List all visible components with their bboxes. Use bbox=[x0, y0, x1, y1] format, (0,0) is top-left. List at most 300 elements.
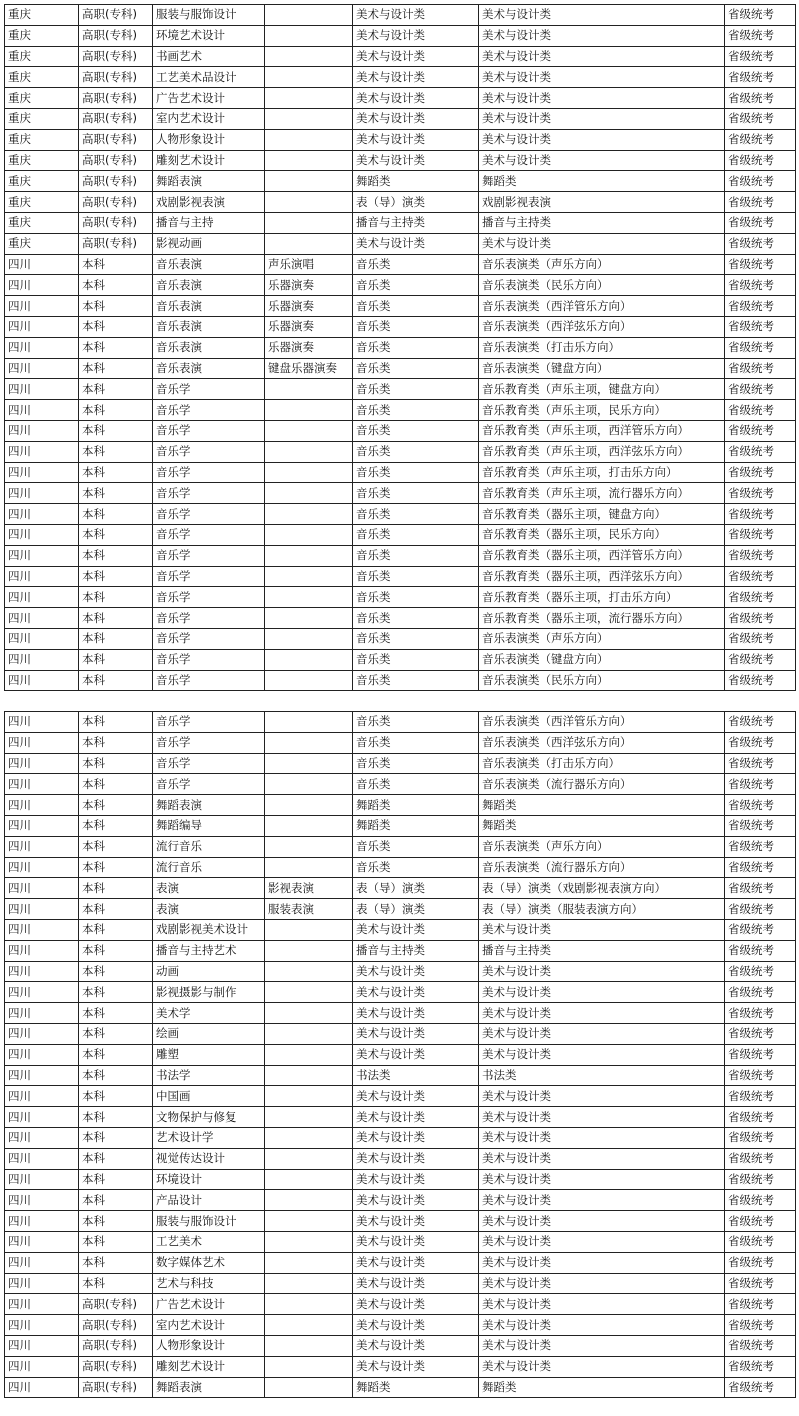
province-cell: 四川 bbox=[5, 649, 79, 670]
level-cell: 高职(专科) bbox=[79, 1335, 153, 1356]
exam-type-cell: 美术与设计类 bbox=[479, 1231, 725, 1252]
table-row bbox=[5, 940, 796, 961]
direction-cell bbox=[265, 815, 353, 836]
level-cell: 高职(专科) bbox=[79, 1315, 153, 1336]
level-cell: 本科 bbox=[79, 795, 153, 816]
major-cell: 音乐学 bbox=[153, 774, 265, 795]
exam-type-cell: 音乐教育类（声乐主项，西洋管乐方向） bbox=[479, 420, 725, 441]
category-cell: 美术与设计类 bbox=[353, 88, 479, 109]
exam-mode-cell: 省级统考 bbox=[725, 919, 796, 940]
level-cell: 本科 bbox=[79, 296, 153, 317]
exam-mode-cell: 省级统考 bbox=[725, 1356, 796, 1377]
exam-mode-cell: 省级统考 bbox=[725, 400, 796, 421]
exam-mode-cell: 省级统考 bbox=[725, 961, 796, 982]
direction-cell bbox=[265, 129, 353, 150]
level-cell: 高职(专科) bbox=[79, 171, 153, 192]
major-cell: 环境艺术设计 bbox=[153, 25, 265, 46]
major-cell: 音乐学 bbox=[153, 379, 265, 400]
major-cell: 音乐学 bbox=[153, 587, 265, 608]
direction-cell bbox=[265, 192, 353, 213]
table-row bbox=[5, 1086, 796, 1107]
exam-type-cell: 音乐表演类（西洋弦乐方向） bbox=[479, 316, 725, 337]
province-cell: 四川 bbox=[5, 774, 79, 795]
province-cell: 重庆 bbox=[5, 108, 79, 129]
direction-cell bbox=[265, 1252, 353, 1273]
table-row bbox=[5, 628, 796, 649]
direction-cell bbox=[265, 233, 353, 254]
major-cell: 服装与服饰设计 bbox=[153, 5, 265, 26]
exam-type-cell: 戏剧影视表演 bbox=[479, 192, 725, 213]
major-cell: 音乐表演 bbox=[153, 316, 265, 337]
category-cell: 音乐类 bbox=[353, 836, 479, 857]
major-cell: 视觉传达设计 bbox=[153, 1148, 265, 1169]
exam-mode-cell: 省级统考 bbox=[725, 815, 796, 836]
exam-mode-cell: 省级统考 bbox=[725, 1211, 796, 1232]
major-cell: 舞蹈编导 bbox=[153, 815, 265, 836]
level-cell: 高职(专科) bbox=[79, 88, 153, 109]
exam-mode-cell: 省级统考 bbox=[725, 420, 796, 441]
level-cell: 本科 bbox=[79, 400, 153, 421]
exam-mode-cell: 省级统考 bbox=[725, 25, 796, 46]
province-cell: 四川 bbox=[5, 400, 79, 421]
direction-cell bbox=[265, 712, 353, 733]
level-cell: 本科 bbox=[79, 1190, 153, 1211]
exam-mode-cell: 省级统考 bbox=[725, 712, 796, 733]
exam-mode-cell: 省级统考 bbox=[725, 192, 796, 213]
table-row bbox=[5, 212, 796, 233]
table-row bbox=[5, 379, 796, 400]
major-cell: 工艺美术 bbox=[153, 1231, 265, 1252]
major-cell: 音乐学 bbox=[153, 732, 265, 753]
exam-mode-cell: 省级统考 bbox=[725, 1044, 796, 1065]
exam-type-cell: 美术与设计类 bbox=[479, 1086, 725, 1107]
category-cell: 美术与设计类 bbox=[353, 1107, 479, 1128]
exam-mode-cell: 省级统考 bbox=[725, 462, 796, 483]
major-cell: 表演 bbox=[153, 878, 265, 899]
exam-type-cell: 美术与设计类 bbox=[479, 1023, 725, 1044]
direction-cell bbox=[265, 1231, 353, 1252]
level-cell: 本科 bbox=[79, 670, 153, 691]
direction-cell bbox=[265, 46, 353, 67]
level-cell: 本科 bbox=[79, 836, 153, 857]
exam-type-cell: 音乐表演类（声乐方向） bbox=[479, 254, 725, 275]
category-cell: 音乐类 bbox=[353, 587, 479, 608]
major-cell: 流行音乐 bbox=[153, 836, 265, 857]
major-cell: 室内艺术设计 bbox=[153, 108, 265, 129]
category-cell: 音乐类 bbox=[353, 504, 479, 525]
level-cell: 本科 bbox=[79, 524, 153, 545]
province-cell: 重庆 bbox=[5, 150, 79, 171]
direction-cell bbox=[265, 919, 353, 940]
level-cell: 本科 bbox=[79, 254, 153, 275]
table-row bbox=[5, 608, 796, 629]
exam-mode-cell: 省级统考 bbox=[725, 1273, 796, 1294]
exam-type-cell: 美术与设计类 bbox=[479, 1273, 725, 1294]
exam-type-cell: 美术与设计类 bbox=[479, 46, 725, 67]
level-cell: 高职(专科) bbox=[79, 150, 153, 171]
province-cell: 四川 bbox=[5, 836, 79, 857]
direction-cell: 乐器演奏 bbox=[265, 275, 353, 296]
province-cell: 四川 bbox=[5, 1148, 79, 1169]
major-cell: 工艺美术品设计 bbox=[153, 67, 265, 88]
exam-mode-cell: 省级统考 bbox=[725, 379, 796, 400]
table-row bbox=[5, 982, 796, 1003]
category-cell: 美术与设计类 bbox=[353, 1211, 479, 1232]
major-cell: 音乐学 bbox=[153, 649, 265, 670]
exam-type-cell: 美术与设计类 bbox=[479, 129, 725, 150]
direction-cell: 乐器演奏 bbox=[265, 316, 353, 337]
major-cell: 音乐学 bbox=[153, 628, 265, 649]
direction-cell bbox=[265, 1023, 353, 1044]
exam-mode-cell: 省级统考 bbox=[725, 46, 796, 67]
exam-type-cell: 美术与设计类 bbox=[479, 1294, 725, 1315]
category-cell: 美术与设计类 bbox=[353, 1127, 479, 1148]
major-cell: 美术学 bbox=[153, 1003, 265, 1024]
level-cell: 本科 bbox=[79, 628, 153, 649]
exam-type-cell: 音乐教育类（器乐主项，打击乐方向） bbox=[479, 587, 725, 608]
province-cell: 四川 bbox=[5, 1065, 79, 1086]
direction-cell bbox=[265, 940, 353, 961]
direction-cell bbox=[265, 5, 353, 26]
exam-type-cell: 美术与设计类 bbox=[479, 5, 725, 26]
major-cell: 音乐表演 bbox=[153, 337, 265, 358]
level-cell: 本科 bbox=[79, 649, 153, 670]
table-row bbox=[5, 1107, 796, 1128]
exam-type-cell: 音乐教育类（声乐主项，民乐方向） bbox=[479, 400, 725, 421]
level-cell: 本科 bbox=[79, 857, 153, 878]
direction-cell bbox=[265, 171, 353, 192]
level-cell: 高职(专科) bbox=[79, 1356, 153, 1377]
exam-mode-cell: 省级统考 bbox=[725, 1023, 796, 1044]
level-cell: 高职(专科) bbox=[79, 108, 153, 129]
table-row bbox=[5, 1231, 796, 1252]
level-cell: 本科 bbox=[79, 483, 153, 504]
province-cell: 四川 bbox=[5, 899, 79, 920]
exam-mode-cell: 省级统考 bbox=[725, 1231, 796, 1252]
exam-type-cell: 音乐表演类（流行器乐方向） bbox=[479, 774, 725, 795]
direction-cell bbox=[265, 1107, 353, 1128]
exam-mode-cell: 省级统考 bbox=[725, 1003, 796, 1024]
table-row bbox=[5, 670, 796, 691]
category-cell: 美术与设计类 bbox=[353, 1169, 479, 1190]
exam-type-cell: 美术与设计类 bbox=[479, 108, 725, 129]
category-cell: 美术与设计类 bbox=[353, 1273, 479, 1294]
category-cell: 音乐类 bbox=[353, 316, 479, 337]
province-cell: 重庆 bbox=[5, 5, 79, 26]
category-cell: 美术与设计类 bbox=[353, 233, 479, 254]
province-cell: 四川 bbox=[5, 815, 79, 836]
category-cell: 音乐类 bbox=[353, 400, 479, 421]
exam-mode-cell: 省级统考 bbox=[725, 1086, 796, 1107]
level-cell: 本科 bbox=[79, 1023, 153, 1044]
category-cell: 美术与设计类 bbox=[353, 5, 479, 26]
major-cell: 室内艺术设计 bbox=[153, 1315, 265, 1336]
exam-mode-cell: 省级统考 bbox=[725, 670, 796, 691]
major-cell: 音乐学 bbox=[153, 753, 265, 774]
level-cell: 高职(专科) bbox=[79, 192, 153, 213]
exam-type-cell: 表（导）演类（戏剧影视表演方向） bbox=[479, 878, 725, 899]
category-cell: 音乐类 bbox=[353, 566, 479, 587]
exam-mode-cell: 省级统考 bbox=[725, 88, 796, 109]
direction-cell bbox=[265, 462, 353, 483]
exam-type-cell: 音乐表演类（打击乐方向） bbox=[479, 753, 725, 774]
province-cell: 四川 bbox=[5, 358, 79, 379]
direction-cell: 服装表演 bbox=[265, 899, 353, 920]
province-cell: 四川 bbox=[5, 1086, 79, 1107]
direction-cell bbox=[265, 1065, 353, 1086]
exam-type-cell: 音乐教育类（器乐主项，西洋弦乐方向） bbox=[479, 566, 725, 587]
direction-cell bbox=[265, 1127, 353, 1148]
province-cell: 四川 bbox=[5, 608, 79, 629]
direction-cell bbox=[265, 545, 353, 566]
major-cell: 表演 bbox=[153, 899, 265, 920]
exam-type-cell: 美术与设计类 bbox=[479, 1169, 725, 1190]
table-row bbox=[5, 1315, 796, 1336]
category-cell: 音乐类 bbox=[353, 628, 479, 649]
table-row bbox=[5, 795, 796, 816]
table-row bbox=[5, 566, 796, 587]
exam-type-cell: 音乐表演类（键盘方向） bbox=[479, 649, 725, 670]
province-cell: 四川 bbox=[5, 316, 79, 337]
exam-mode-cell: 省级统考 bbox=[725, 857, 796, 878]
province-cell: 四川 bbox=[5, 1294, 79, 1315]
exam-mode-cell: 省级统考 bbox=[725, 524, 796, 545]
major-cell: 广告艺术设计 bbox=[153, 1294, 265, 1315]
exam-mode-cell: 省级统考 bbox=[725, 254, 796, 275]
level-cell: 本科 bbox=[79, 940, 153, 961]
direction-cell bbox=[265, 1086, 353, 1107]
category-cell: 美术与设计类 bbox=[353, 1231, 479, 1252]
major-cell: 音乐学 bbox=[153, 524, 265, 545]
level-cell: 高职(专科) bbox=[79, 1377, 153, 1398]
category-cell: 美术与设计类 bbox=[353, 1315, 479, 1336]
province-cell: 四川 bbox=[5, 982, 79, 1003]
table-row bbox=[5, 1127, 796, 1148]
province-cell: 四川 bbox=[5, 732, 79, 753]
major-cell: 影视摄影与制作 bbox=[153, 982, 265, 1003]
direction-cell: 乐器演奏 bbox=[265, 337, 353, 358]
province-cell: 四川 bbox=[5, 524, 79, 545]
category-cell: 音乐类 bbox=[353, 337, 479, 358]
level-cell: 本科 bbox=[79, 1044, 153, 1065]
exam-type-cell: 美术与设计类 bbox=[479, 1003, 725, 1024]
table-row bbox=[5, 815, 796, 836]
province-cell: 重庆 bbox=[5, 129, 79, 150]
category-cell: 表（导）演类 bbox=[353, 878, 479, 899]
exam-mode-cell: 省级统考 bbox=[725, 316, 796, 337]
exam-type-cell: 美术与设计类 bbox=[479, 1148, 725, 1169]
province-cell: 四川 bbox=[5, 1044, 79, 1065]
major-cell: 音乐学 bbox=[153, 483, 265, 504]
level-cell: 本科 bbox=[79, 961, 153, 982]
exam-type-cell: 美术与设计类 bbox=[479, 1190, 725, 1211]
province-cell: 四川 bbox=[5, 1169, 79, 1190]
province-cell: 四川 bbox=[5, 919, 79, 940]
major-cell: 音乐学 bbox=[153, 462, 265, 483]
level-cell: 本科 bbox=[79, 753, 153, 774]
major-cell: 音乐学 bbox=[153, 441, 265, 462]
table-row bbox=[5, 1356, 796, 1377]
level-cell: 本科 bbox=[79, 275, 153, 296]
exam-type-cell: 美术与设计类 bbox=[479, 919, 725, 940]
direction-cell bbox=[265, 566, 353, 587]
table-row bbox=[5, 732, 796, 753]
table-row bbox=[5, 836, 796, 857]
table-bottom-body bbox=[5, 712, 796, 1398]
direction-cell bbox=[265, 649, 353, 670]
major-cell: 雕刻艺术设计 bbox=[153, 150, 265, 171]
category-cell: 音乐类 bbox=[353, 608, 479, 629]
province-cell: 四川 bbox=[5, 857, 79, 878]
category-cell: 美术与设计类 bbox=[353, 982, 479, 1003]
level-cell: 本科 bbox=[79, 732, 153, 753]
category-cell: 美术与设计类 bbox=[353, 961, 479, 982]
province-cell: 四川 bbox=[5, 483, 79, 504]
major-cell: 服装与服饰设计 bbox=[153, 1211, 265, 1232]
direction-cell: 键盘乐器演奏 bbox=[265, 358, 353, 379]
table-row bbox=[5, 5, 796, 26]
major-cell: 戏剧影视美术设计 bbox=[153, 919, 265, 940]
table-row bbox=[5, 483, 796, 504]
table-row bbox=[5, 587, 796, 608]
category-cell: 音乐类 bbox=[353, 441, 479, 462]
exam-type-cell: 音乐教育类（声乐主项，流行器乐方向） bbox=[479, 483, 725, 504]
level-cell: 本科 bbox=[79, 608, 153, 629]
table-row bbox=[5, 649, 796, 670]
table-row bbox=[5, 1377, 796, 1398]
exam-type-cell: 音乐教育类（器乐主项，西洋管乐方向） bbox=[479, 545, 725, 566]
level-cell: 本科 bbox=[79, 1231, 153, 1252]
province-cell: 四川 bbox=[5, 628, 79, 649]
level-cell: 高职(专科) bbox=[79, 67, 153, 88]
level-cell: 本科 bbox=[79, 1252, 153, 1273]
direction-cell bbox=[265, 982, 353, 1003]
exam-mode-cell: 省级统考 bbox=[725, 483, 796, 504]
province-cell: 重庆 bbox=[5, 46, 79, 67]
major-cell: 流行音乐 bbox=[153, 857, 265, 878]
category-cell: 舞蹈类 bbox=[353, 171, 479, 192]
province-cell: 四川 bbox=[5, 1190, 79, 1211]
category-cell: 书法类 bbox=[353, 1065, 479, 1086]
category-cell: 音乐类 bbox=[353, 483, 479, 504]
category-cell: 美术与设计类 bbox=[353, 1148, 479, 1169]
category-cell: 表（导）演类 bbox=[353, 899, 479, 920]
table-row bbox=[5, 1294, 796, 1315]
level-cell: 本科 bbox=[79, 1148, 153, 1169]
province-cell: 四川 bbox=[5, 1377, 79, 1398]
table-row bbox=[5, 108, 796, 129]
province-cell: 四川 bbox=[5, 254, 79, 275]
exam-mode-cell: 省级统考 bbox=[725, 5, 796, 26]
category-cell: 美术与设计类 bbox=[353, 25, 479, 46]
exam-mode-cell: 省级统考 bbox=[725, 108, 796, 129]
exam-mode-cell: 省级统考 bbox=[725, 1252, 796, 1273]
table-row bbox=[5, 1273, 796, 1294]
level-cell: 本科 bbox=[79, 441, 153, 462]
direction-cell: 乐器演奏 bbox=[265, 296, 353, 317]
exam-type-cell: 音乐表演类（西洋弦乐方向） bbox=[479, 732, 725, 753]
exam-mode-cell: 省级统考 bbox=[725, 358, 796, 379]
province-cell: 四川 bbox=[5, 504, 79, 525]
level-cell: 本科 bbox=[79, 1086, 153, 1107]
exam-type-cell: 音乐表演类（民乐方向） bbox=[479, 275, 725, 296]
level-cell: 本科 bbox=[79, 982, 153, 1003]
direction-cell bbox=[265, 1003, 353, 1024]
table-top bbox=[4, 4, 796, 691]
exam-type-cell: 美术与设计类 bbox=[479, 88, 725, 109]
major-cell: 音乐学 bbox=[153, 566, 265, 587]
category-cell: 美术与设计类 bbox=[353, 1003, 479, 1024]
category-cell: 美术与设计类 bbox=[353, 919, 479, 940]
level-cell: 本科 bbox=[79, 316, 153, 337]
exam-mode-cell: 省级统考 bbox=[725, 608, 796, 629]
category-cell: 音乐类 bbox=[353, 712, 479, 733]
table-row bbox=[5, 1065, 796, 1086]
table-row bbox=[5, 774, 796, 795]
major-cell: 舞蹈表演 bbox=[153, 171, 265, 192]
province-cell: 四川 bbox=[5, 1335, 79, 1356]
level-cell: 本科 bbox=[79, 815, 153, 836]
category-cell: 音乐类 bbox=[353, 254, 479, 275]
table-row bbox=[5, 192, 796, 213]
table-bottom bbox=[4, 711, 796, 1398]
level-cell: 本科 bbox=[79, 919, 153, 940]
exam-mode-cell: 省级统考 bbox=[725, 940, 796, 961]
level-cell: 本科 bbox=[79, 1211, 153, 1232]
direction-cell bbox=[265, 400, 353, 421]
table-row bbox=[5, 878, 796, 899]
exam-mode-cell: 省级统考 bbox=[725, 441, 796, 462]
province-cell: 重庆 bbox=[5, 233, 79, 254]
major-cell: 广告艺术设计 bbox=[153, 88, 265, 109]
exam-type-cell: 美术与设计类 bbox=[479, 982, 725, 1003]
direction-cell bbox=[265, 150, 353, 171]
major-cell: 音乐学 bbox=[153, 420, 265, 441]
level-cell: 本科 bbox=[79, 774, 153, 795]
category-cell: 播音与主持类 bbox=[353, 940, 479, 961]
category-cell: 美术与设计类 bbox=[353, 67, 479, 88]
category-cell: 音乐类 bbox=[353, 649, 479, 670]
level-cell: 高职(专科) bbox=[79, 233, 153, 254]
exam-type-cell: 美术与设计类 bbox=[479, 67, 725, 88]
level-cell: 本科 bbox=[79, 504, 153, 525]
exam-type-cell: 舞蹈类 bbox=[479, 1377, 725, 1398]
level-cell: 高职(专科) bbox=[79, 25, 153, 46]
category-cell: 美术与设计类 bbox=[353, 108, 479, 129]
table-row bbox=[5, 1003, 796, 1024]
category-cell: 美术与设计类 bbox=[353, 1252, 479, 1273]
table-row bbox=[5, 420, 796, 441]
province-cell: 重庆 bbox=[5, 192, 79, 213]
exam-type-cell: 音乐教育类（声乐主项，键盘方向） bbox=[479, 379, 725, 400]
major-cell: 环境设计 bbox=[153, 1169, 265, 1190]
exam-type-cell: 美术与设计类 bbox=[479, 233, 725, 254]
category-cell: 音乐类 bbox=[353, 275, 479, 296]
exam-type-cell: 音乐表演类（流行器乐方向） bbox=[479, 857, 725, 878]
direction-cell bbox=[265, 1190, 353, 1211]
direction-cell bbox=[265, 1169, 353, 1190]
province-cell: 四川 bbox=[5, 1315, 79, 1336]
major-cell: 音乐学 bbox=[153, 670, 265, 691]
major-cell: 音乐表演 bbox=[153, 254, 265, 275]
major-cell: 雕塑 bbox=[153, 1044, 265, 1065]
level-cell: 本科 bbox=[79, 712, 153, 733]
level-cell: 本科 bbox=[79, 587, 153, 608]
direction-cell bbox=[265, 857, 353, 878]
exam-type-cell: 美术与设计类 bbox=[479, 1335, 725, 1356]
major-cell: 音乐表演 bbox=[153, 296, 265, 317]
major-cell: 音乐学 bbox=[153, 608, 265, 629]
